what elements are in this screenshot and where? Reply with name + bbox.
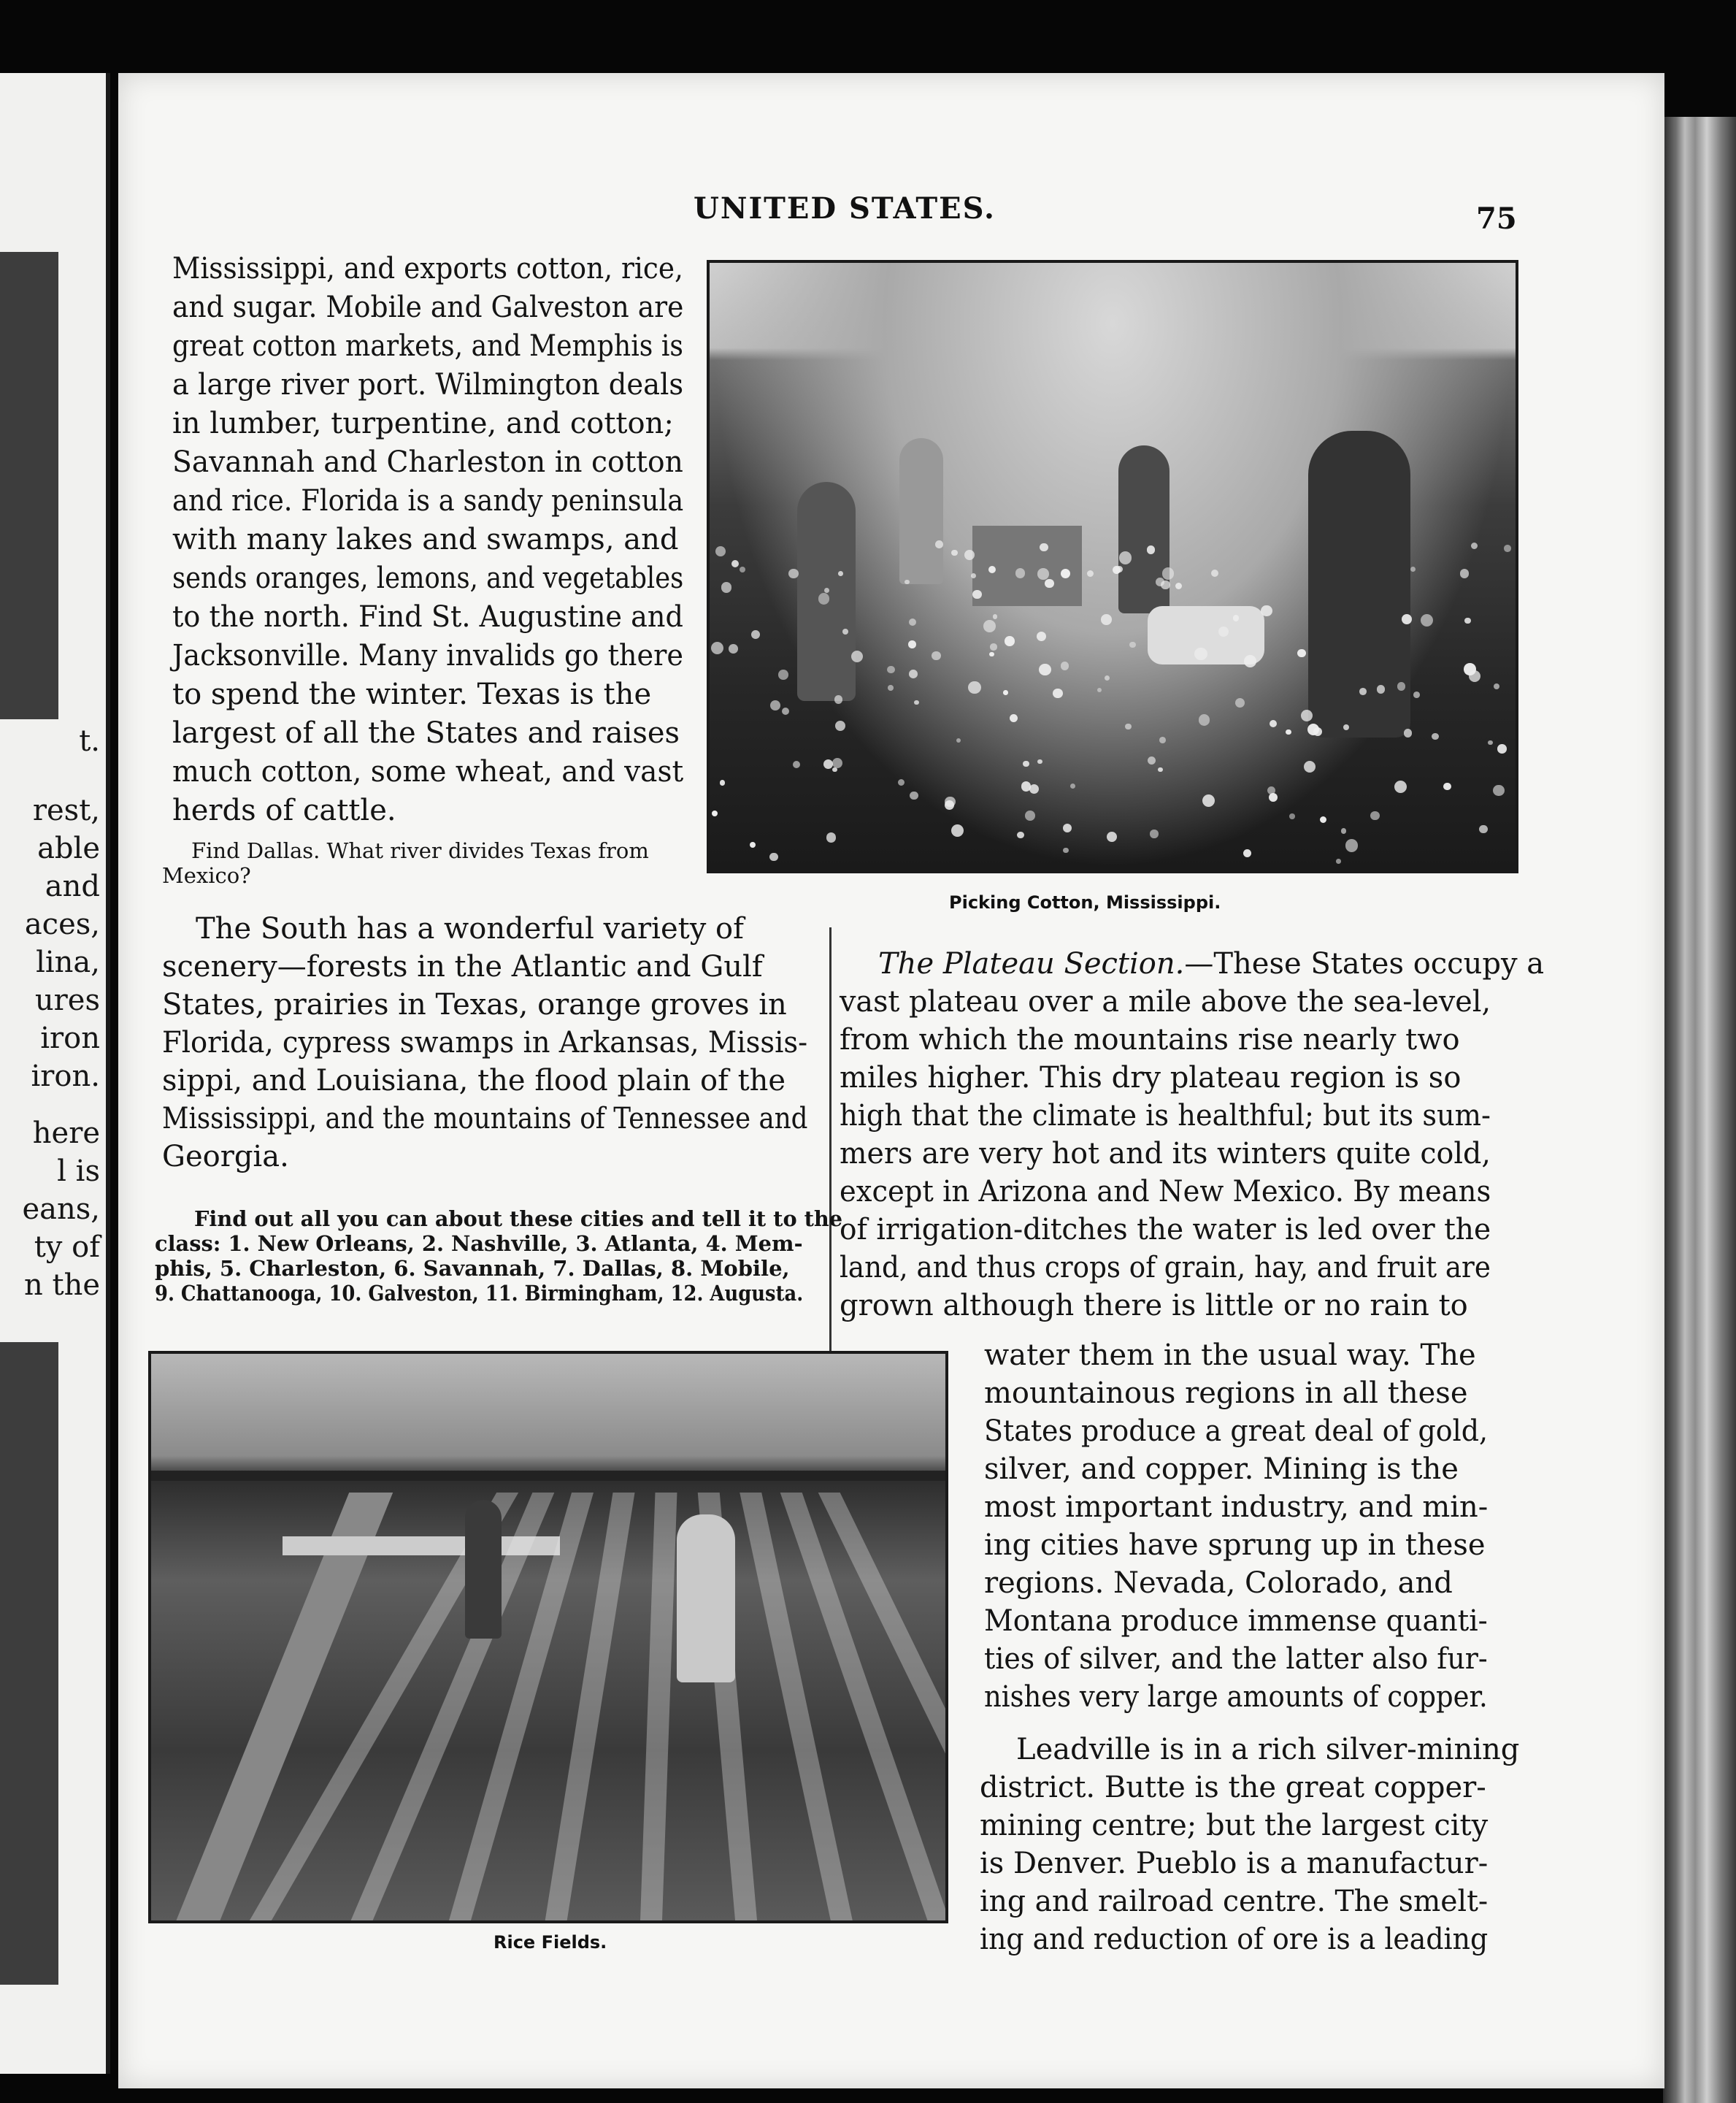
cotton-boll (983, 620, 996, 632)
cotton-boll (1404, 729, 1412, 737)
cotton-boll (1394, 781, 1407, 793)
rice-row (640, 1493, 677, 1923)
text-line: mountainous regions in all these (984, 1376, 1468, 1410)
text-line: sends oranges, lemons, and vegetables (172, 562, 684, 595)
text-line: in lumber, turpentine, and cotton; (172, 407, 674, 440)
page-number: 75 (1476, 202, 1517, 236)
running-head: UNITED STATES. (694, 191, 996, 226)
cotton-boll (908, 640, 916, 648)
text-line: from which the mountains rise nearly two (840, 1023, 1460, 1057)
cotton-boll (910, 792, 918, 800)
cotton-boll (1297, 649, 1305, 657)
text-line: grown although there is little or no rain to (840, 1289, 1468, 1322)
text-line: a large river port. Wilmington deals (172, 368, 684, 402)
cotton-boll (989, 652, 994, 657)
cotton-boll (788, 569, 798, 578)
cotton-boll (968, 681, 980, 694)
cotton-boll (1161, 581, 1170, 590)
cotton-boll (909, 670, 918, 678)
text-line: with many lakes and swamps, and (172, 523, 679, 556)
cotton-boll (1105, 675, 1110, 681)
cotton-boll (1129, 642, 1135, 648)
cotton-boll (1471, 543, 1478, 549)
cotton-boll (824, 588, 829, 593)
text-line: Florida, cypress swamps in Arkansas, Missis- (162, 1026, 808, 1060)
irrigation-channel (172, 1493, 393, 1923)
cotton-boll (1175, 583, 1182, 589)
cotton-boll (832, 767, 837, 772)
text-line: water them in the usual way. The (984, 1338, 1476, 1372)
cotton-boll (1469, 670, 1480, 682)
previous-page-line: n the (24, 1268, 100, 1302)
text-line: to the north. Find St. Augustine and (172, 600, 683, 634)
text-line: Find out all you can about these cities and tell it to the (194, 1206, 843, 1231)
cotton-boll (1037, 632, 1046, 641)
text-line: Leadville is in a rich silver-mining (1016, 1733, 1520, 1766)
cotton-boll (1037, 759, 1042, 765)
text-line: land, and thus crops of grain, hay, and fruit are (840, 1251, 1491, 1284)
cotton-boll (1097, 688, 1102, 692)
cotton-boll (898, 779, 905, 786)
text-line: The South has a wonderful variety of (196, 912, 744, 946)
book-edge (1663, 117, 1736, 2103)
text-line: phis, 5. Charleston, 6. Savannah, 7. Dallas, 8. Mobile, (155, 1256, 790, 1281)
cotton-boll (1345, 839, 1359, 852)
picking-cotton-illustration (707, 260, 1518, 873)
cotton-boll (1289, 813, 1295, 819)
cotton-boll (720, 780, 726, 786)
cotton-boll (1053, 689, 1062, 698)
cotton-boll (951, 824, 964, 837)
cotton-boll (1493, 785, 1505, 797)
cotton-boll (988, 566, 996, 573)
tree-line (151, 1471, 945, 1481)
cotton-boll (1320, 816, 1326, 823)
cotton-boll (1148, 756, 1156, 765)
text-line: States, prairies in Texas, orange groves in (162, 988, 787, 1022)
cotton-boll (1343, 724, 1349, 730)
cotton-boll (1202, 794, 1215, 807)
text-line: ing cities have sprung up in these (984, 1528, 1486, 1562)
previous-page-line: eans, (22, 1192, 100, 1226)
plateau-heading: The Plateau Section. (878, 947, 1185, 981)
cotton-boll (1070, 784, 1075, 789)
text-line: most important industry, and min- (984, 1490, 1489, 1524)
text-line: Mexico? (162, 863, 251, 888)
cotton-boll (1150, 830, 1158, 838)
text-line: Jacksonville. Many invalids go there (172, 639, 684, 673)
figure-worker (465, 1500, 502, 1639)
cotton-boll (1336, 859, 1341, 864)
cotton-boll (1045, 579, 1053, 588)
cotton-boll (1243, 849, 1251, 857)
cotton-boll (905, 580, 909, 584)
text-line: vast plateau over a mile above the sea-level, (840, 985, 1491, 1019)
cotton-boll (1402, 614, 1412, 624)
text-line: nishes very large amounts of copper. (984, 1680, 1488, 1714)
cotton-boll (1497, 744, 1507, 754)
cotton-boll (1410, 567, 1416, 572)
previous-page-line: ty of (34, 1230, 100, 1264)
previous-page-line: rest, (32, 794, 100, 827)
cotton-boll (1286, 729, 1291, 735)
cotton-boll (1162, 567, 1175, 580)
cotton-boll (1443, 783, 1451, 791)
cotton-boll (1211, 570, 1218, 577)
previous-page-line: here (32, 1116, 100, 1150)
cotton-boll (834, 695, 843, 704)
previous-page-line: and (45, 870, 100, 903)
text-line: scenery—forests in the Atlantic and Gulf (162, 950, 763, 984)
cotton-boll (851, 651, 863, 662)
text-line: Montana produce immense quanti- (984, 1604, 1488, 1638)
plateau-first-line-text: —These States occupy a (1184, 947, 1545, 981)
cotton-boll (1010, 714, 1018, 722)
cotton-boll (832, 758, 842, 768)
previous-page-line: iron (40, 1022, 100, 1055)
cotton-boll (1025, 811, 1035, 821)
cotton-boll (945, 800, 954, 810)
previous-page-line: aces, (24, 908, 100, 941)
cotton-boll (909, 618, 916, 626)
rice-row (740, 1493, 855, 1923)
cotton-boll (1063, 824, 1072, 832)
previous-page-line: iron. (31, 1060, 100, 1093)
cotton-boll (721, 582, 731, 592)
text-line: regions. Nevada, Colorado, and (984, 1566, 1453, 1600)
cotton-boll (1464, 618, 1471, 624)
cotton-boll (778, 670, 788, 679)
cotton-boll (740, 567, 745, 572)
cotton-boll (1063, 848, 1068, 853)
cotton-boll (1413, 692, 1420, 698)
cotton-boll (1421, 614, 1434, 627)
cotton-boll (1107, 832, 1117, 842)
text-line: high that the climate is healthful; but its sum- (840, 1099, 1491, 1133)
cotton-boll (711, 642, 723, 654)
text-line: and rice. Florida is a sandy peninsula (172, 484, 684, 518)
text-line: of irrigation-ditches the water is led over the (840, 1213, 1491, 1246)
cotton-boll (750, 842, 756, 848)
text-line: great cotton markets, and Memphis is (172, 329, 683, 363)
text-line: Savannah and Charleston in cotton (172, 445, 683, 479)
cotton-boll (1432, 733, 1439, 740)
cotton-boll (1304, 761, 1316, 773)
cotton-boll (1159, 737, 1166, 743)
rice-caption: Rice Fields. (493, 1932, 607, 1953)
text-line: mining centre; but the largest city (980, 1809, 1489, 1842)
text-line: mers are very hot and its winters quite cold, (840, 1137, 1491, 1171)
cotton-boll (1199, 714, 1210, 726)
cotton-boll (823, 759, 833, 769)
cotton-boll (731, 560, 739, 567)
cotton-boll (1377, 685, 1385, 693)
cotton-boll (1003, 690, 1008, 695)
cotton-boll (1261, 605, 1272, 616)
figure-worker (899, 438, 943, 584)
text-line: sippi, and Louisiana, the flood plain of the (162, 1064, 786, 1098)
cotton-boll (1125, 724, 1132, 730)
text-line: to spend the winter. Texas is the (172, 678, 652, 711)
cotton-boll (751, 630, 760, 639)
cotton-boll (1087, 570, 1094, 577)
text-line: Find Dallas. What river divides Texas from (191, 838, 649, 863)
column-rule (829, 927, 831, 1351)
cotton-boll (887, 666, 895, 674)
previous-page-edge (0, 73, 110, 2074)
figure-worker (677, 1514, 735, 1682)
cotton-basket (972, 526, 1082, 606)
text-line: Mississippi, and exports cotton, rice, (172, 252, 683, 286)
cotton-boll (1488, 740, 1492, 745)
text-line: Mississippi, and the mountains of Tennessee and (162, 1102, 808, 1135)
cotton-boll (1244, 655, 1256, 667)
cotton-boll (1460, 569, 1469, 578)
text-line: district. Butte is the great copper- (980, 1771, 1486, 1804)
cotton-boll (1341, 828, 1347, 834)
cotton-boll (1479, 825, 1488, 834)
previous-page-photo-top (0, 252, 58, 719)
cotton-boll (1269, 793, 1278, 802)
previous-page-line: lina, (36, 946, 100, 979)
text-line: States produce a great deal of gold, (984, 1414, 1489, 1448)
cotton-boll (1119, 551, 1132, 564)
cotton-boll (1039, 664, 1051, 675)
cotton-boll (1301, 710, 1313, 721)
previous-page-line: ures (34, 984, 100, 1017)
cotton-boll (715, 546, 726, 556)
cotton-boll (1005, 636, 1015, 646)
cotton-boll (993, 614, 998, 619)
text-line: is Denver. Pueblo is a manufactur- (980, 1847, 1489, 1880)
text-line: herds of cattle. (172, 794, 396, 827)
text-line: except in Arizona and New Mexico. By means (840, 1175, 1491, 1208)
cotton-boll (951, 550, 957, 556)
text-line: largest of all the States and raises (172, 716, 680, 750)
cotton-boll (793, 761, 800, 768)
cotton-boll (932, 651, 940, 660)
cotton-boll (769, 853, 777, 861)
cotton-boll (1017, 832, 1024, 839)
previous-page-line: t. (79, 724, 100, 758)
cotton-boll (1061, 662, 1069, 670)
cotton-boll (712, 811, 718, 816)
plateau-first-line (878, 945, 1544, 983)
text-line: ing and reduction of ore is a leading (980, 1923, 1489, 1956)
text-line: class: 1. New Orleans, 2. Nashville, 3. Atlanta, 4. Mem- (155, 1231, 803, 1256)
cotton-boll (782, 708, 790, 716)
cotton-boll (888, 685, 894, 691)
text-line: much cotton, some wheat, and vast (172, 755, 684, 789)
cotton-boll (1235, 698, 1245, 708)
cotton-boll (914, 700, 919, 705)
cotton-boll (1023, 761, 1029, 767)
text-line: and sugar. Mobile and Galveston are (172, 291, 684, 324)
cotton-boll (1147, 545, 1155, 553)
cotton-boll (1040, 543, 1048, 552)
cotton-boll (1233, 615, 1239, 621)
cotton-boll (1101, 614, 1112, 625)
cotton-boll (972, 590, 982, 600)
text-line: ties of silver, and the latter also fur- (984, 1642, 1488, 1676)
cotton-boll (1015, 568, 1025, 578)
cotton-boll (956, 738, 961, 743)
cotton-caption: Picking Cotton, Mississippi. (949, 892, 1221, 913)
cotton-boll (990, 643, 996, 650)
rice-fields-illustration (148, 1351, 948, 1923)
text-line: Georgia. (162, 1140, 289, 1173)
cotton-boll (1037, 568, 1049, 580)
previous-page-photo-bottom (0, 1342, 58, 1985)
cotton-boll (1270, 720, 1277, 727)
cotton-boll (729, 644, 738, 654)
cotton-boll (1397, 682, 1405, 690)
cotton-boll (935, 540, 943, 548)
cotton-boll (838, 571, 843, 576)
cotton-boll (1504, 545, 1511, 552)
previous-page-line: l is (57, 1154, 100, 1188)
text-line: ing and railroad centre. The smelt- (980, 1885, 1489, 1918)
cotton-boll (1194, 648, 1207, 661)
previous-page-line: able (37, 832, 100, 865)
cotton-boll (1158, 767, 1162, 772)
text-line: silver, and copper. Mining is the (984, 1452, 1459, 1486)
cotton-boll (826, 832, 837, 843)
cotton-boll (770, 700, 780, 710)
cotton-boll (1494, 683, 1499, 689)
text-line: miles higher. This dry plateau region is so (840, 1061, 1462, 1095)
text-line: 9. Chattanooga, 10. Galveston, 11. Birmingham, 12. Augusta. (155, 1281, 804, 1306)
cotton-boll (1370, 811, 1379, 820)
cotton-boll (835, 721, 845, 731)
